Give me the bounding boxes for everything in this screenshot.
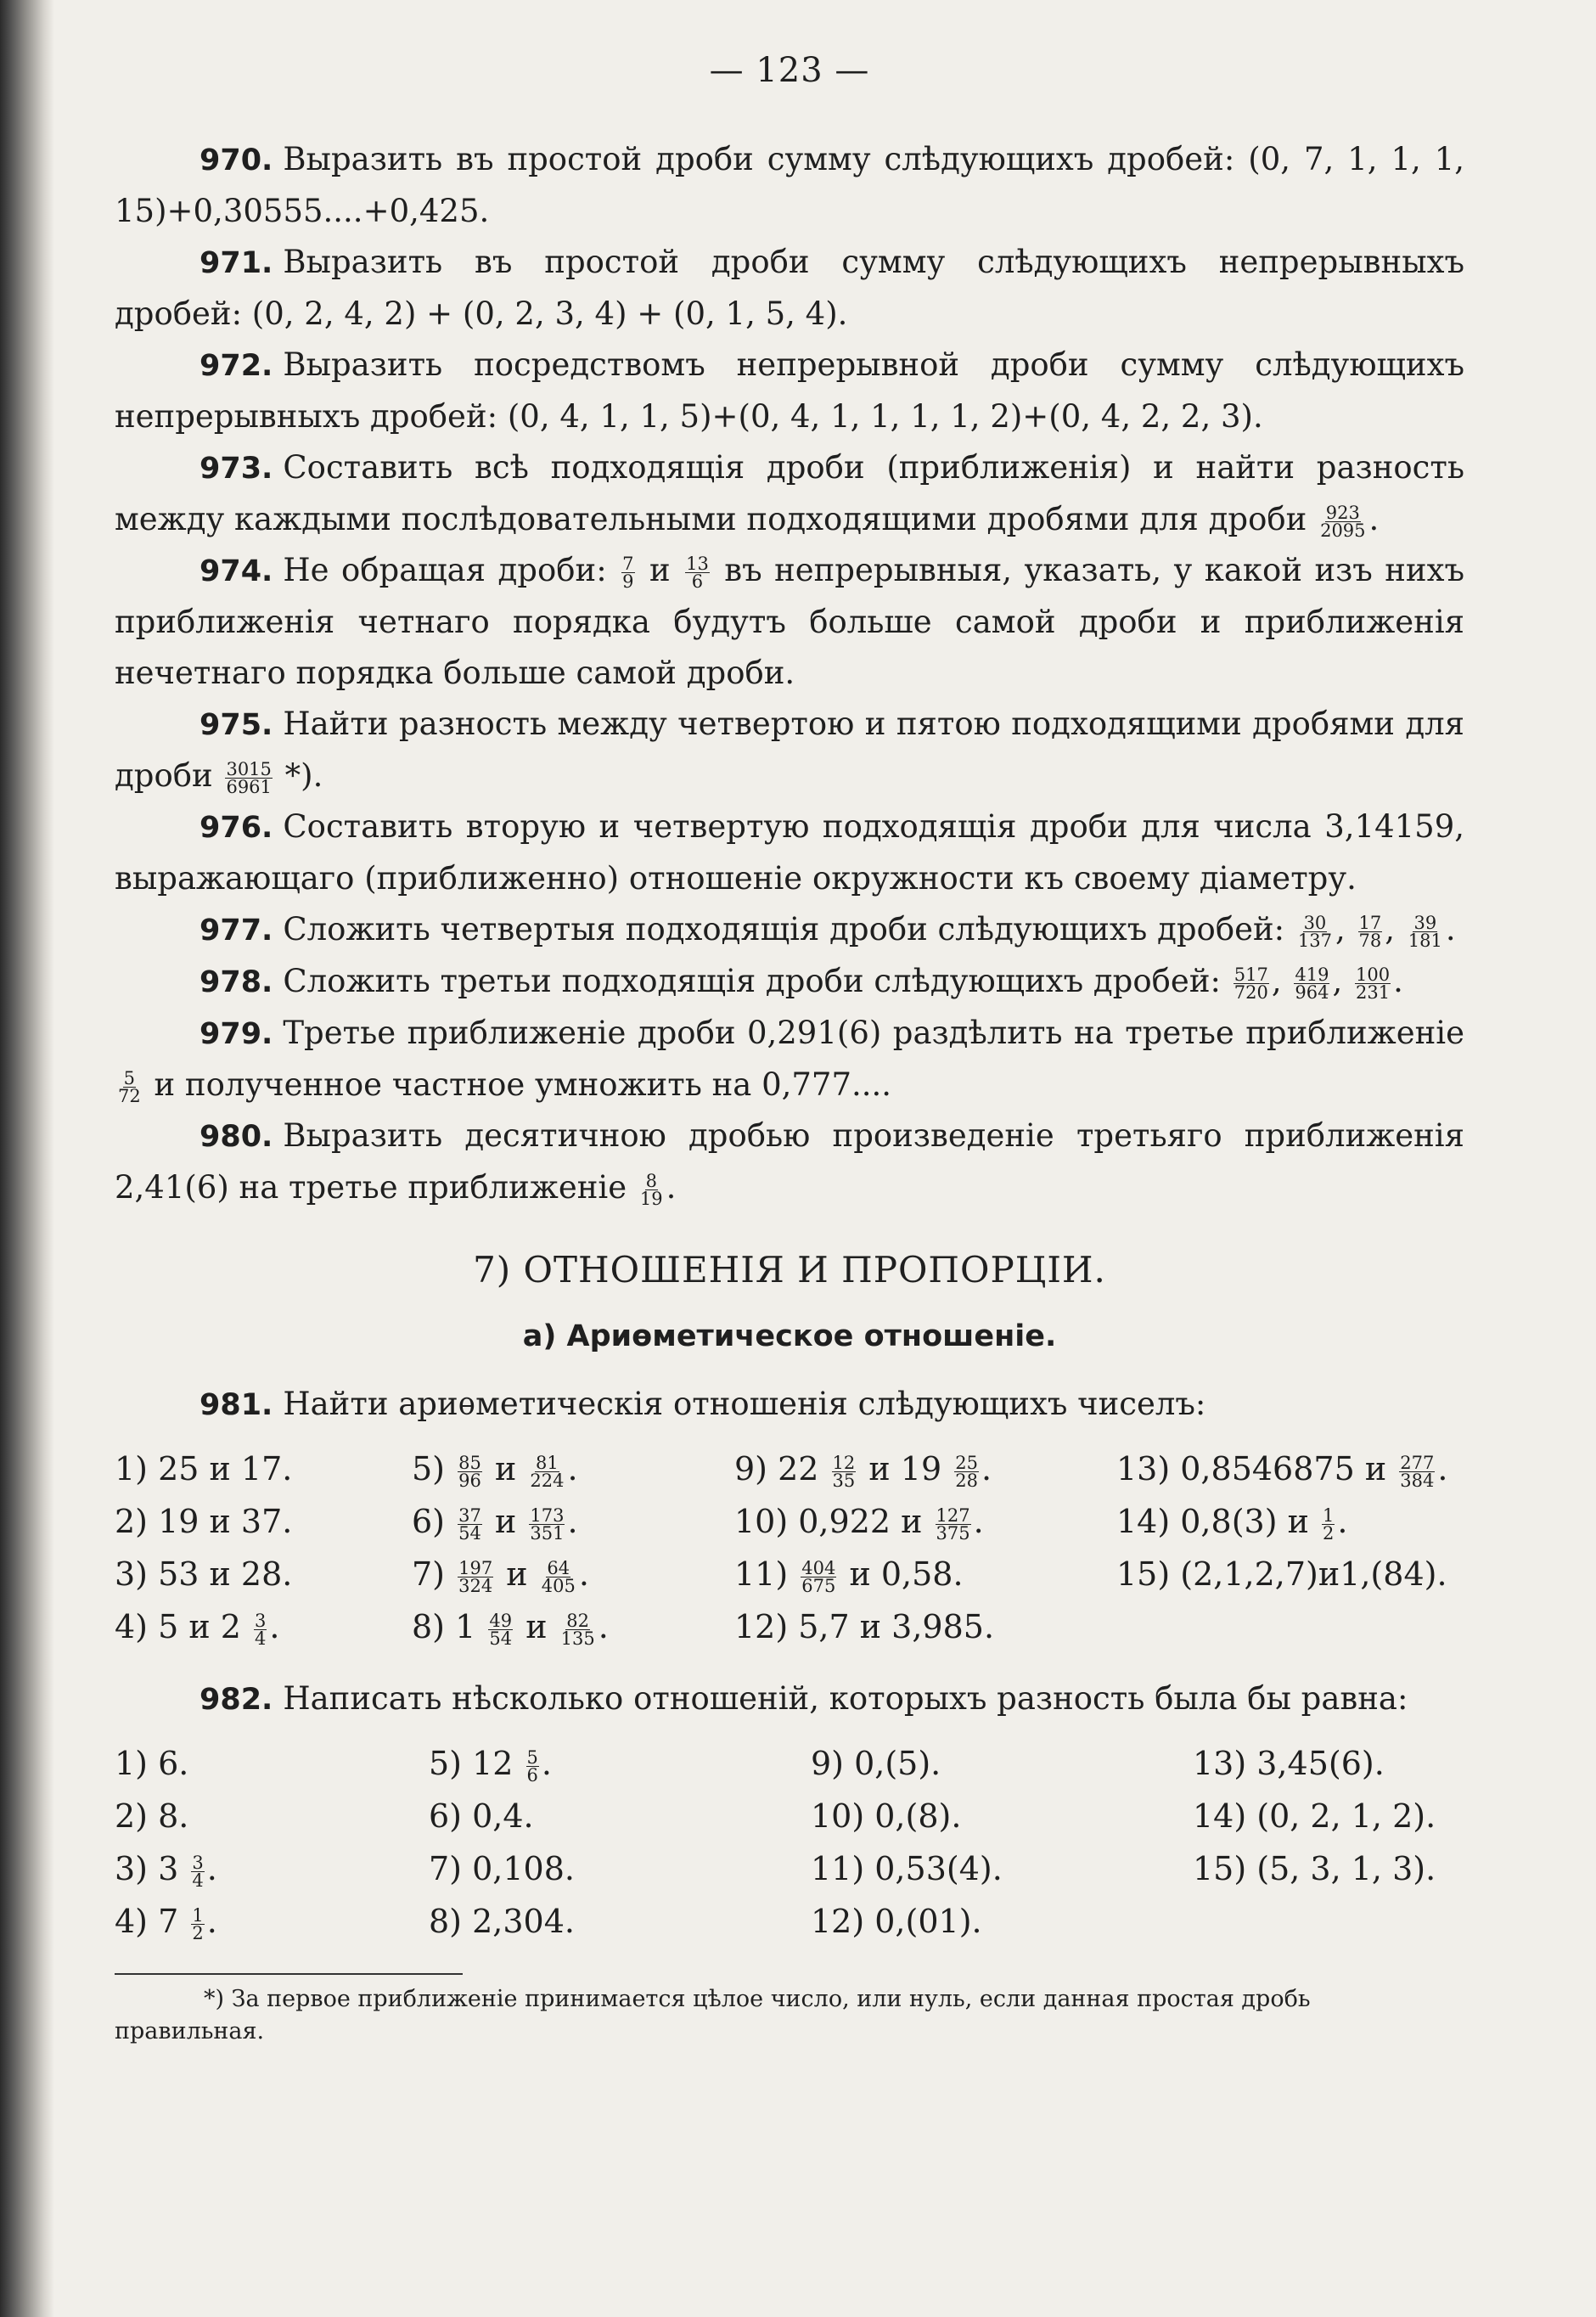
fraction-numerator: 7: [622, 554, 634, 574]
answer-label: 11): [734, 1555, 789, 1593]
problem-971: [115, 237, 1464, 340]
problem-text: Выразить десятичною дробью произведеніе третьяго приближенія 2,41(6) на третье приближеніе: [115, 1117, 1464, 1206]
fraction: [225, 761, 272, 796]
answer-label: 1) 6.: [115, 1745, 189, 1782]
fraction: [1319, 504, 1366, 539]
footnote-marker: *).: [284, 757, 323, 794]
problem-text: Написать нѣсколько отношеній, которыхъ разность была бы равна:: [283, 1680, 1408, 1717]
fraction: [191, 1854, 204, 1889]
answer-text: и: [494, 1503, 517, 1540]
footnote: [115, 1983, 1464, 2048]
answer-item: 4) 7 $\frac{1}{2}$ .: [115, 1903, 217, 1943]
answer-label: 4) 7: [115, 1903, 179, 1940]
fraction-numerator: 13: [686, 554, 709, 574]
problem-number: 973.: [200, 452, 273, 486]
problem-979: [115, 1008, 1464, 1111]
problem-text: Третье приближеніе дроби 0,291(6) раздѣлить на третье приближеніе: [283, 1015, 1464, 1051]
fraction: [458, 1560, 493, 1594]
fraction-numerator: 49: [489, 1611, 513, 1631]
problem-981: [115, 1379, 1464, 1431]
problem-975: [115, 699, 1464, 801]
problem-number: 981.: [200, 1388, 273, 1422]
problem-981-answers: [115, 1443, 1464, 1653]
answer-label: 7) 0,108.: [429, 1850, 575, 1887]
fraction-numerator: 173: [530, 1505, 565, 1526]
fraction-denominator: 375: [936, 1523, 970, 1544]
problem-text: Выразить въ простой дроби сумму слѣдующихъ дробей: (0, 7, 1, 1, 1, 15)+0,30555....+0,425.: [115, 141, 1464, 229]
fraction-denominator: 35: [832, 1471, 856, 1491]
fraction-denominator: 405: [541, 1576, 576, 1596]
fraction-numerator: 12: [832, 1453, 856, 1473]
section-title: 7) ОТНОШЕНІЯ И ПРОПОРЦІИ.: [473, 1249, 1106, 1291]
answer-label: 15) (5, 3, 1, 3).: [1193, 1850, 1436, 1887]
answer-label: 14) (0, 2, 1, 2).: [1193, 1797, 1436, 1835]
fraction-denominator: 2: [1323, 1523, 1335, 1544]
book-spine-shadow: [0, 0, 54, 2317]
fraction-denominator: 2095: [1320, 520, 1366, 541]
fraction-numerator: 3015: [226, 759, 272, 779]
answer-item: [734, 1600, 1116, 1653]
problem-980: 980. Выразить десятичною дробью произведеніе третьяго приближенія 2,41(6) на третье приближеніе $\frac{8}{19}$ .: [115, 1117, 1464, 1209]
fraction-denominator: 78: [1358, 931, 1382, 951]
fraction: [1294, 966, 1329, 1001]
fraction-denominator: 135: [560, 1628, 595, 1649]
fraction: [117, 1070, 142, 1105]
answer-item: [1116, 1548, 1464, 1600]
fraction-denominator: 2: [192, 1923, 204, 1943]
answer-item: 5) $\frac{85}{96}$ и $\frac{81}{224}$ .: [412, 1450, 578, 1491]
fraction-numerator: 64: [547, 1558, 570, 1578]
answer-label: 3) 3: [115, 1850, 179, 1887]
answer-item: [734, 1548, 1116, 1600]
problem-number: 975.: [200, 708, 273, 742]
answer-label: 11) 0,53(4).: [811, 1850, 1003, 1887]
answer-item: [429, 1842, 811, 1895]
fraction: [1322, 1507, 1335, 1542]
fraction: [1358, 914, 1383, 949]
fraction-denominator: 720: [1234, 982, 1268, 1003]
answer-item: [1116, 1600, 1464, 1653]
answer-item: [115, 1443, 412, 1495]
answer-item: [115, 1790, 429, 1842]
fraction-numerator: 17: [1358, 913, 1382, 933]
fraction-numerator: 277: [1400, 1453, 1435, 1473]
answer-text: и: [494, 1450, 517, 1487]
fraction-denominator: 9: [622, 571, 634, 592]
fraction-numerator: 82: [566, 1611, 590, 1631]
answer-item: [811, 1790, 1193, 1842]
problem-number: 972.: [200, 349, 273, 383]
answer-label: 1) 25 и 17.: [115, 1450, 293, 1487]
fraction-numerator: 127: [936, 1505, 970, 1526]
answer-item: [115, 1737, 429, 1790]
problem-973: 973. Составить всѣ подходящія дроби (приближенія) и найти разность между каждыми послѣдовательными подходящими дробями для дроби $\frac{923}{2095}$ .: [115, 449, 1464, 541]
answer-label: 12) 5,7 и 3,985.: [734, 1608, 995, 1645]
fraction-denominator: 19: [639, 1189, 663, 1209]
answer-label: 6): [412, 1503, 446, 1540]
problem-text: Выразить посредствомъ непрерывной дроби сумму слѣдующихъ непрерывныхъ дробей: (0, 4, 1, 1, 5)+(0, 4, 1, 1, 1, 1, 2)+(0, 4, 2, 2, 3).: [115, 346, 1464, 435]
fraction-denominator: 964: [1295, 982, 1329, 1003]
answer-label: 10) 0,(8).: [811, 1797, 962, 1835]
answer-item: [811, 1842, 1193, 1895]
fraction-denominator: 54: [458, 1523, 481, 1544]
answer-item: 8) 1 $\frac{49}{54}$ и $\frac{82}{135}$ .: [412, 1608, 609, 1649]
problem-text: и полученное частное умножить на 0,777....: [154, 1066, 892, 1103]
problem-text: Не обращая дроби:: [283, 552, 607, 588]
fraction: [526, 1749, 539, 1784]
page-content: [115, 51, 1464, 2048]
fraction-denominator: 28: [955, 1471, 978, 1491]
fraction-denominator: 4: [255, 1628, 267, 1649]
fraction-denominator: 4: [192, 1870, 204, 1891]
problem-982: [115, 1673, 1464, 1725]
fraction-numerator: 100: [1355, 964, 1391, 985]
answer-item: 4) 5 и 2 $\frac{3}{4}$ .: [115, 1608, 280, 1649]
answer-label: 3) 53 и 28.: [115, 1555, 293, 1593]
problem-976: [115, 801, 1464, 904]
problem-text: Составить всѣ подходящія дроби (приближенія) и найти разность между каждыми послѣдовательными подходящими дробями для дроби: [115, 449, 1464, 537]
answer-label: 7): [412, 1555, 446, 1593]
problem-982-answers: [115, 1737, 1464, 1948]
problem-number: 979.: [200, 1017, 273, 1051]
answer-label: 14) 0,8(3) и: [1116, 1503, 1309, 1540]
answer-text: и 0,58.: [849, 1555, 964, 1593]
fraction: [801, 1560, 836, 1594]
fraction: [832, 1454, 857, 1489]
answer-item: [811, 1895, 1193, 1948]
fraction: [954, 1454, 979, 1489]
answer-item: [811, 1737, 1193, 1790]
answer-item: [1193, 1737, 1464, 1790]
answer-item: 5) 12 $\frac{5}{6}$ .: [429, 1745, 552, 1786]
fraction-numerator: 3: [255, 1611, 267, 1631]
problem-text: Найти разность между четвертою и пятою подходящими дробями для дроби: [115, 706, 1464, 794]
problem-number: 978.: [200, 965, 273, 999]
fraction-numerator: 5: [123, 1068, 136, 1088]
answer-label: 9) 0,(5).: [811, 1745, 941, 1782]
fraction-numerator: 5: [526, 1747, 538, 1768]
answer-item: [115, 1548, 412, 1600]
fraction-numerator: 1: [192, 1905, 204, 1926]
fraction-numerator: 1: [1323, 1505, 1335, 1526]
fraction-numerator: 85: [458, 1453, 481, 1473]
problem-text: Выразить въ простой дроби сумму слѣдующихъ непрерывныхъ дробей: (0, 2, 4, 2) + (0, 2, 3, 4) + (0, 1, 5, 4).: [115, 244, 1464, 332]
answer-item: 7) $\frac{197}{324}$ и $\frac{64}{405}$ .: [412, 1555, 589, 1596]
fraction-denominator: 137: [1297, 931, 1332, 951]
answer-item: [1193, 1842, 1464, 1895]
fraction-numerator: 8: [645, 1171, 657, 1191]
problem-number: 976.: [200, 811, 273, 845]
answer-label: 5): [412, 1450, 446, 1487]
answer-label: 2) 8.: [115, 1797, 189, 1835]
answer-label: 9) 22: [734, 1450, 819, 1487]
fraction-denominator: 181: [1408, 931, 1442, 951]
problem-text: Составить вторую и четвертую подходящія дроби для числа 3,14159, выражающаго (приближенно) отношеніе окружности къ своему діаметру.: [115, 808, 1464, 897]
fraction-numerator: 517: [1234, 964, 1268, 985]
problem-number: 970.: [200, 143, 273, 177]
fraction-denominator: 54: [489, 1628, 513, 1649]
fraction-denominator: 72: [118, 1086, 141, 1106]
problem-number: 980.: [200, 1120, 273, 1154]
fraction-denominator: 231: [1355, 982, 1391, 1003]
problem-text: Сложить третьи подходящія дроби слѣдующихъ дробей:: [283, 963, 1221, 999]
problem-text: Сложить четвертыя подходящія дроби слѣдующихъ дробей:: [283, 911, 1285, 948]
answer-item: [1193, 1895, 1464, 1948]
problem-number: 974.: [200, 554, 273, 588]
fraction-numerator: 39: [1413, 913, 1437, 933]
fraction-numerator: 3: [192, 1853, 204, 1873]
fraction: [488, 1612, 513, 1647]
answer-text: и: [525, 1608, 548, 1645]
fraction: [529, 1507, 565, 1542]
fraction: [1234, 966, 1269, 1001]
fraction-denominator: 675: [801, 1576, 836, 1596]
problem-977: 977. Сложить четвертыя подходящія дроби слѣдующихъ дробей: $\frac{30}{137}$ , $\frac{17}{78}$ , $\frac{39}{181}$ .: [200, 911, 1456, 951]
fraction-denominator: 96: [458, 1471, 481, 1491]
answer-item: 3) 3 $\frac{3}{4}$ .: [115, 1850, 217, 1891]
answer-label: 8) 2,304.: [429, 1903, 575, 1940]
answer-label: 10) 0,922 и: [734, 1503, 923, 1540]
problem-text: и: [649, 552, 671, 588]
fraction-denominator: 324: [458, 1576, 493, 1596]
answer-item: 13) 0,8546875 и $\frac{277}{384}$ .: [1116, 1450, 1448, 1491]
fraction: [458, 1507, 482, 1542]
fraction: [191, 1907, 204, 1942]
answer-item: [1193, 1790, 1464, 1842]
fraction: [529, 1454, 565, 1489]
problem-text: въ непрерывныя, указать, у какой изъ нихъ приближенія четнаго порядка будутъ больше самой дроби и приближенія нечетнаго порядка больше самой дроби.: [115, 552, 1464, 691]
fraction: [936, 1507, 971, 1542]
fraction: [541, 1560, 576, 1594]
answer-item: [429, 1895, 811, 1948]
answer-item: 10) 0,922 и $\frac{127}{375}$ .: [734, 1503, 984, 1544]
fraction-numerator: 923: [1325, 503, 1360, 523]
answer-label: 8) 1: [412, 1608, 476, 1645]
answer-item: [429, 1790, 811, 1842]
answer-label: 4) 5 и 2: [115, 1608, 241, 1645]
fraction-numerator: 37: [458, 1505, 481, 1526]
problem-970: [115, 134, 1464, 237]
fraction-numerator: 81: [536, 1453, 559, 1473]
answer-text: и 19: [868, 1450, 942, 1487]
problem-number: 982.: [200, 1683, 273, 1717]
answer-label: 13) 3,45(6).: [1193, 1745, 1385, 1782]
fraction: [639, 1173, 664, 1207]
fraction: [685, 555, 710, 590]
problem-number: 971.: [200, 246, 273, 280]
problem-text: Найти ариѳметическія отношенія слѣдующихъ чиселъ:: [283, 1386, 1206, 1422]
subsection-title: а) Ариѳметическое отношеніе.: [522, 1319, 1057, 1353]
answer-label: 13) 0,8546875 и: [1116, 1450, 1387, 1487]
fraction: [1355, 966, 1391, 1001]
fraction-denominator: 384: [1400, 1471, 1435, 1491]
problem-972: [115, 340, 1464, 442]
fraction: [1297, 914, 1333, 949]
answer-item: [115, 1495, 412, 1548]
fraction: [1399, 1454, 1435, 1489]
fraction: [254, 1612, 267, 1647]
footnote-divider: [115, 1973, 463, 1975]
fraction-numerator: 30: [1303, 913, 1327, 933]
fraction-numerator: 197: [458, 1558, 493, 1578]
answer-item: 6) $\frac{37}{54}$ и $\frac{173}{351}$ .: [412, 1503, 578, 1544]
answer-label: 6) 0,4.: [429, 1797, 534, 1835]
fraction-numerator: 25: [955, 1453, 978, 1473]
fraction-denominator: 224: [530, 1471, 565, 1491]
page-number: — 123 —: [709, 51, 870, 90]
problem-974: [115, 545, 1464, 699]
problem-978: 978. Сложить третьи подходящія дроби слѣдующихъ дробей: $\frac{517}{720}$ , $\frac{419}{964}$ , $\frac{100}{231}$ .: [200, 963, 1403, 1003]
fraction-numerator: 419: [1295, 964, 1329, 985]
footnote-text: *) За первое приближеніе принимается цѣлое число, или нуль, если данная простая дробь правильная.: [115, 1986, 1311, 2044]
fraction-denominator: 6: [526, 1765, 538, 1786]
fraction: [458, 1454, 482, 1489]
fraction: [1408, 914, 1443, 949]
fraction-denominator: 351: [530, 1523, 565, 1544]
fraction-denominator: 6: [691, 571, 704, 592]
fraction-denominator: 6961: [226, 777, 272, 797]
answer-label: 5) 12: [429, 1745, 514, 1782]
answer-label: 12) 0,(01).: [811, 1903, 982, 1940]
answer-label: 15) (2,1,2,7)и1,(84).: [1116, 1555, 1447, 1593]
fraction: [621, 555, 634, 590]
answer-item: 9) 22 $\frac{12}{35}$ и 19 $\frac{25}{28}$ .: [734, 1450, 992, 1491]
answer-label: 2) 19 и 37.: [115, 1503, 293, 1540]
fraction-numerator: 404: [801, 1558, 836, 1578]
answer-item: 14) 0,8(3) и $\frac{1}{2}$ .: [1116, 1503, 1348, 1544]
problem-number: 977.: [200, 914, 273, 948]
fraction: [560, 1612, 596, 1647]
answer-text: и: [506, 1555, 528, 1593]
